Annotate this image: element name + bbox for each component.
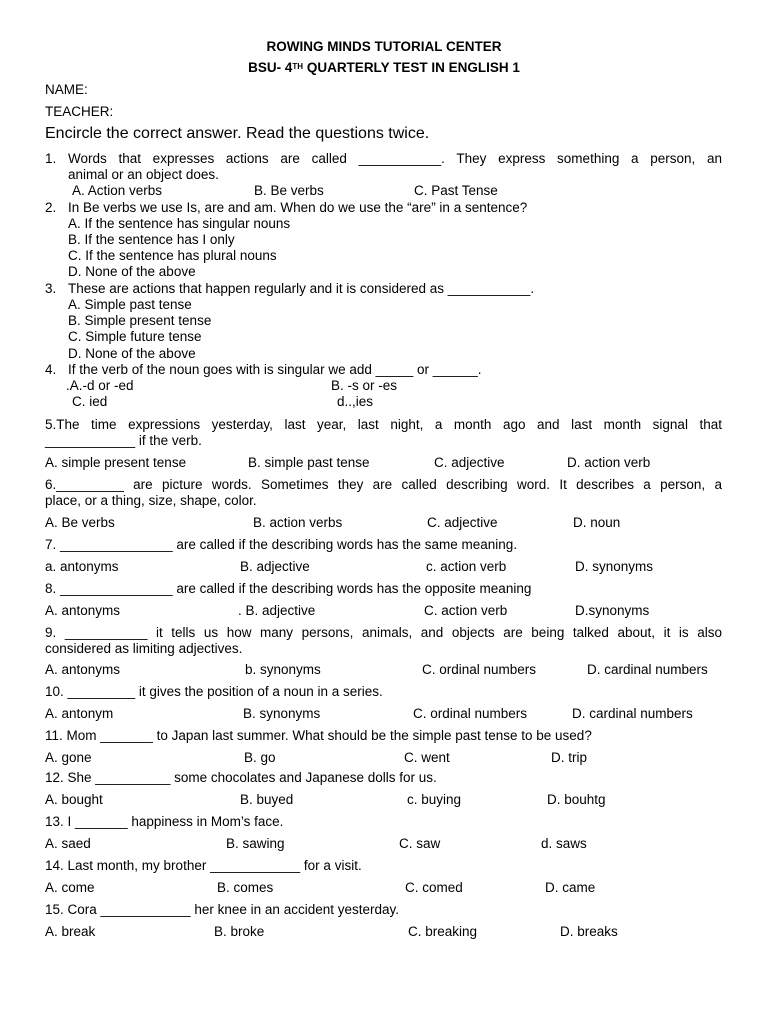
q11-option-b: B. go — [244, 750, 276, 765]
q14-option-c: C. comed — [405, 880, 463, 895]
q13-option-b: B. sawing — [226, 836, 285, 851]
q15-option-d: D. breaks — [560, 924, 618, 939]
q12-option-c: c. buying — [407, 792, 462, 807]
q11-option-d: D. trip — [551, 750, 588, 765]
q13-option-a: A. saed — [45, 836, 91, 851]
q2-number: 2. — [45, 200, 57, 215]
q11-text: 11. Mom _______ to Japan last summer. What should be the simple past tense to be used? — [45, 728, 592, 743]
q4-option-d: d..,ies — [337, 394, 374, 409]
q10-option-c: C. ordinal numbers — [413, 706, 528, 721]
q3-option-c: C. Simple future tense — [68, 329, 202, 344]
q7-option-b: B. adjective — [240, 559, 310, 574]
q5-option-d: D. action verb — [567, 455, 651, 470]
q14-option-a: A. come — [45, 880, 95, 895]
q4-option-c: C. ied — [72, 394, 108, 409]
q8-option-b: . B. adjective — [238, 603, 316, 618]
q5-text-line1: 5.The time expressions yesterday, last year, last night, a month ago and last month signal that — [45, 417, 722, 432]
q12-option-a: A. bought — [45, 792, 103, 807]
q6-option-b: B. action verbs — [253, 515, 343, 530]
q1-text-line1: Words that expresses actions are called ___________. They express something a person, an — [68, 151, 722, 166]
q13-option-d: d. saws — [541, 836, 587, 851]
q1-option-a: A. Action verbs — [72, 183, 163, 198]
q5-option-a: A. simple present tense — [45, 455, 187, 470]
subtitle-superscript: TH — [292, 62, 304, 71]
q15-option-c: C. breaking — [408, 924, 478, 939]
instruction: Encircle the correct answer. Read the questions twice. — [45, 125, 430, 142]
q4-option-a: .A.-d or -ed — [66, 378, 134, 393]
q11-option-c: C. went — [404, 750, 450, 765]
q10-option-b: B. synonyms — [243, 706, 321, 721]
q8-option-d: D.synonyms — [575, 603, 650, 618]
q3-text: These are actions that happen regularly and it is considered as ___________. — [68, 281, 535, 296]
q7-option-d: D. synonyms — [575, 559, 654, 574]
q6-option-a: A. Be verbs — [45, 515, 115, 530]
q15-text: 15. Cora ____________ her knee in an accident yesterday. — [45, 902, 399, 917]
q10-text: 10. _________ it gives the position of a noun in a series. — [45, 684, 383, 699]
q3-option-a: A. Simple past tense — [68, 297, 192, 312]
q10-option-a: A. antonym — [45, 706, 114, 721]
q1-text-line2: animal or an object does. — [68, 167, 219, 182]
q9-text-line2: considered as limiting adjectives. — [45, 641, 243, 656]
q11-option-a: A. gone — [45, 750, 92, 765]
q14-text: 14. Last month, my brother ____________ for a visit. — [45, 858, 362, 873]
q2-option-c: C. If the sentence has plural nouns — [68, 248, 277, 263]
q1-option-b: B. Be verbs — [254, 183, 324, 198]
q2-option-a: A. If the sentence has singular nouns — [68, 216, 291, 231]
document-title: ROWING MINDS TUTORIAL CENTER — [266, 39, 502, 54]
q15-option-b: B. broke — [214, 924, 265, 939]
q6-option-d: D. noun — [573, 515, 621, 530]
q2-option-d: D. None of the above — [68, 264, 196, 279]
q10-option-d: D. cardinal numbers — [572, 706, 693, 721]
q4-text: If the verb of the noun goes with is singular we add _____ or ______. — [68, 362, 482, 377]
teacher-field: TEACHER: — [45, 104, 114, 119]
q14-option-d: D. came — [545, 880, 596, 895]
name-field: NAME: — [45, 82, 88, 97]
q12-option-d: D. bouhtg — [547, 792, 606, 807]
subtitle-suffix: QUARTERLY TEST IN ENGLISH 1 — [303, 60, 520, 75]
q7-option-c: c. action verb — [426, 559, 507, 574]
q7-text: 7. _______________ are called if the describing words has the same meaning. — [45, 537, 518, 552]
q13-option-c: C. saw — [399, 836, 441, 851]
q2-option-b: B. If the sentence has I only — [68, 232, 235, 247]
subtitle-prefix: BSU- 4 — [248, 60, 293, 75]
q4-option-b: B. -s or -es — [331, 378, 398, 393]
q1-option-c: C. Past Tense — [414, 183, 498, 198]
q9-option-b: b. synonyms — [245, 662, 321, 677]
q5-text-line2: ____________ if the verb. — [45, 433, 202, 448]
q5-option-b: B. simple past tense — [248, 455, 370, 470]
q13-text: 13. I _______ happiness in Mom’s face. — [45, 814, 284, 829]
q14-option-b: B. comes — [217, 880, 274, 895]
q5-option-c: C. adjective — [434, 455, 505, 470]
q12-option-b: B. buyed — [240, 792, 294, 807]
q7-option-a: a. antonyms — [45, 559, 119, 574]
q9-option-a: A. antonyms — [45, 662, 121, 677]
q1-number: 1. — [45, 151, 57, 166]
q3-option-b: B. Simple present tense — [68, 313, 212, 328]
q9-option-d: D. cardinal numbers — [587, 662, 708, 677]
q3-option-d: D. None of the above — [68, 346, 196, 361]
q12-text: 12. She __________ some chocolates and Japanese dolls for us. — [45, 770, 437, 785]
document-subtitle — [0, 60, 768, 76]
q8-option-c: C. action verb — [424, 603, 508, 618]
q8-option-a: A. antonyms — [45, 603, 121, 618]
q15-option-a: A. break — [45, 924, 96, 939]
q6-option-c: C. adjective — [427, 515, 498, 530]
q9-option-c: C. ordinal numbers — [422, 662, 537, 677]
q6-text-line2: place, or a thing, size, shape, color. — [45, 493, 257, 508]
q6-text-line1: 6._________ are picture words. Sometimes they are called describing word. It describes a person, a — [45, 477, 722, 492]
q4-number: 4. — [45, 362, 57, 377]
q8-text: 8. _______________ are called if the describing words has the opposite meaning — [45, 581, 532, 596]
q2-text: In Be verbs we use Is, are and am. When do we use the “are” in a sentence? — [68, 200, 528, 215]
q3-number: 3. — [45, 281, 57, 296]
q9-text-line1: 9. ___________ it tells us how many persons, animals, and objects are being talked about, it is also — [45, 625, 722, 640]
